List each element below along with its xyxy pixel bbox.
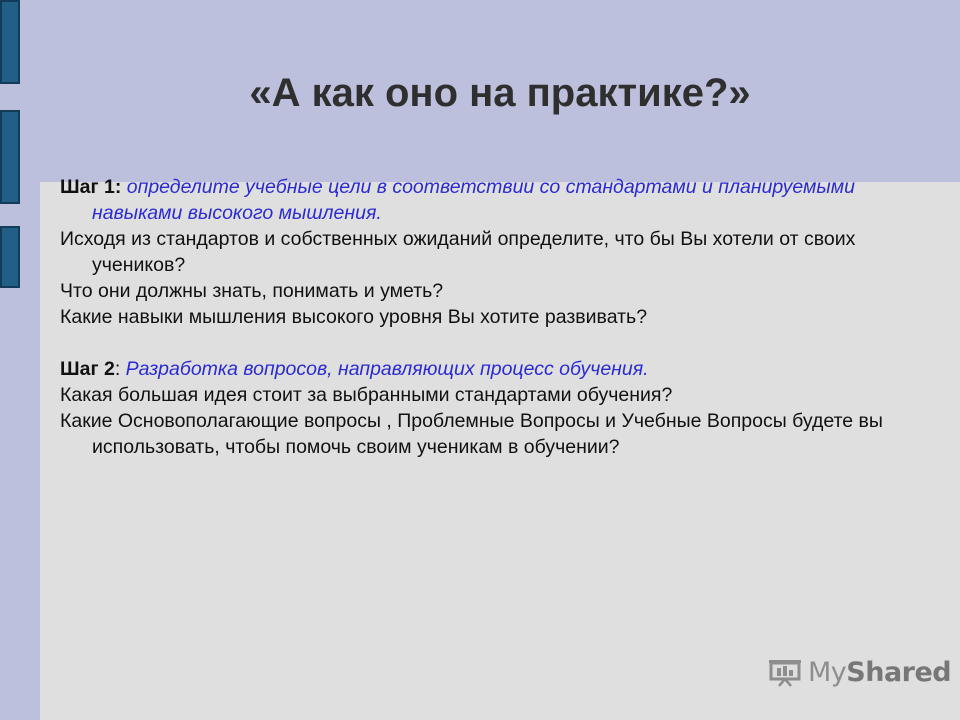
sidebar-bar-2 (0, 110, 20, 204)
step1-line1: Исходя из стандартов и собственных ожиданий определите, что бы Вы хотели от своих учеников? (60, 228, 856, 276)
sidebar-bar-3 (0, 226, 20, 288)
projector-screen-icon (768, 657, 802, 687)
step2-colon: : (114, 358, 126, 380)
brand-part2: Shared (846, 656, 952, 688)
step2-heading (60, 356, 940, 382)
step1-line2: Что они должны знать, понимать и уметь? (60, 280, 444, 302)
step1-line3: Какие навыки мышления высокого уровня Вы хотите развивать? (60, 306, 648, 328)
step1-heading (60, 174, 940, 226)
slide-body (60, 174, 940, 460)
brand-part1: My (808, 656, 847, 688)
sidebar-bar-1 (0, 0, 20, 84)
slide-title: «А как оно на практике?» (249, 71, 751, 115)
step2-label: Шаг 2 (60, 358, 115, 380)
slide-content (40, 176, 960, 720)
step1-goal: определите учебные цели в соответствии со стандартами и планируемыми навыками высокого мышления. (92, 176, 855, 224)
step2-line1: Какая большая идея стоит за выбранными стандартами обучения? (60, 384, 673, 406)
step2-line2: Какие Основополагающие вопросы , Проблемные Вопросы и Учебные Вопросы будете вы использовать, чтобы помочь своим ученикам в обучении? (60, 410, 883, 458)
spacer (60, 330, 940, 356)
myshared-watermark (768, 652, 951, 692)
myshared-logo-text (808, 657, 951, 688)
step2-goal: Разработка вопросов, направляющих процесс обучения. (125, 358, 649, 380)
step1-label: Шаг 1: (60, 176, 122, 198)
